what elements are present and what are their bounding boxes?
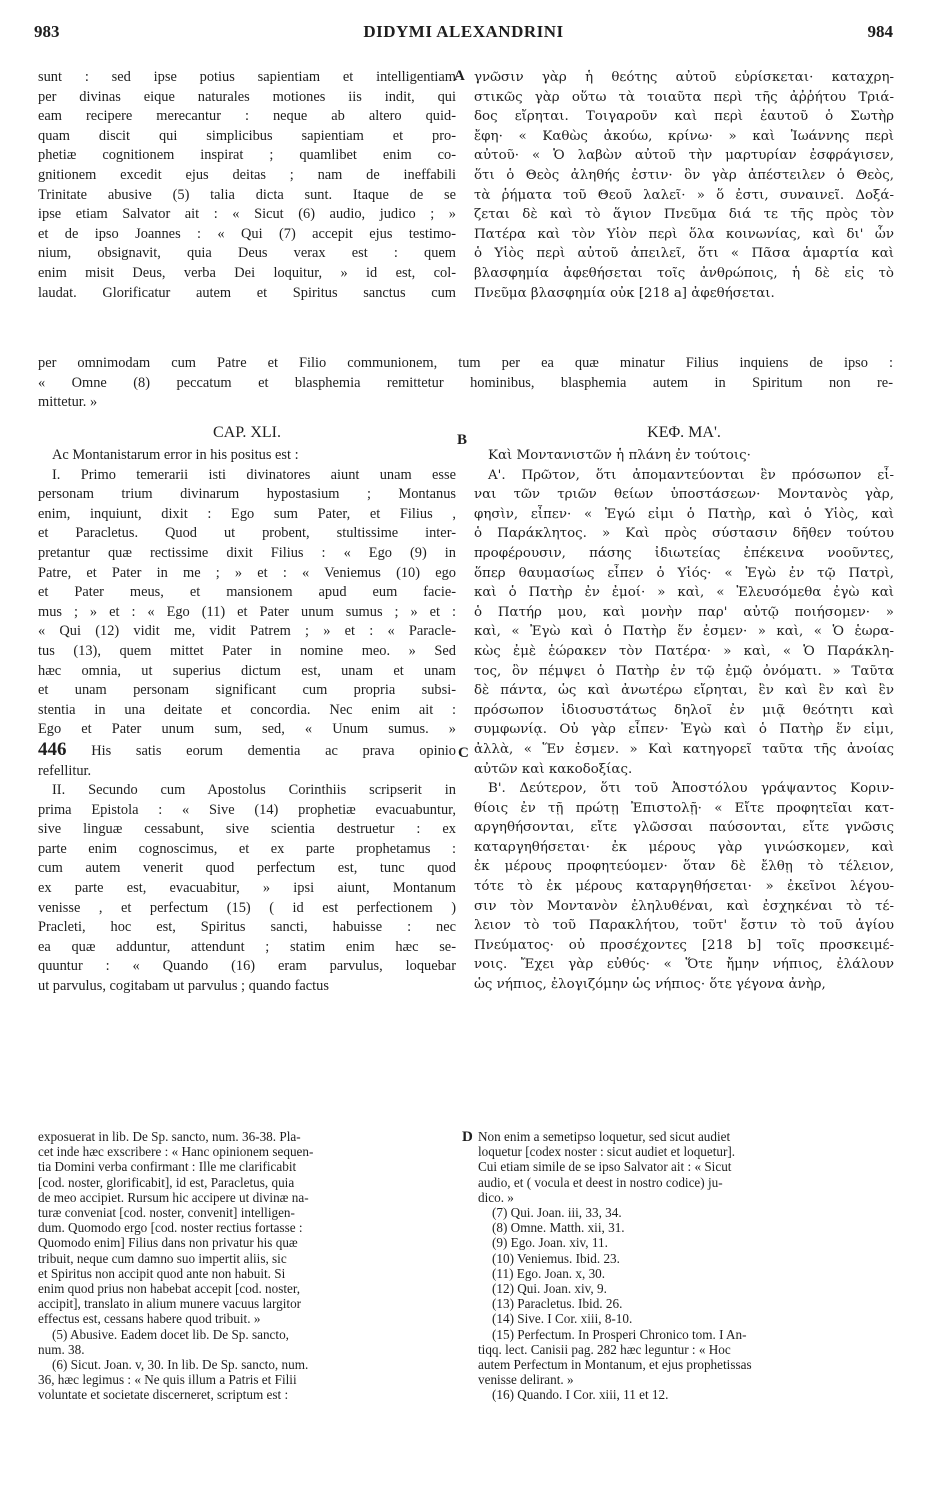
footnotes-right [478,1129,894,1403]
mid-greek-line: κὼς ἐμὲ ἑώρακεν τὸν Πατέρα· » καὶ, « Ὁ Παράκλη- [474,643,894,659]
mid-latin-line: stentia in una deitate et concordia. Nec enim ait : [38,701,456,718]
mid-greek-line: ἀλλὰ, « Ἕν ἐσμεν. » Καὶ κατηγορεῖ ταῦτα τῆς ἀνοίας [474,741,894,757]
notes-right-line: venisse delirant. » [478,1372,574,1388]
mid-latin-line: Ac Montanistarum error in his positus est : [52,447,299,463]
top-latin-line: et de ipso Joannes : « Qui (7) accepit ejus testimo- [38,225,456,242]
notes-left-line: (5) Abusive. Eadem docet lib. De Sp. sancto, [52,1326,289,1342]
mid-greek-line: σιν τὸν Μοντανὸν ἐληλυθέναι, καὶ ἐσχηκέναι τὸ τέ- [474,898,894,914]
top-greek-line: δος εἴρηται. Τοιγαροῦν καὶ περὶ ἑαυτοῦ ὁ Σωτὴρ [474,109,894,125]
notes-right-line: Cui etiam simile de se ipso Salvator ait : « Sicut [478,1159,732,1175]
notes-right-line: dico. » [478,1189,514,1205]
notes-left-line: exposuerat in lib. De Sp. sancto, num. 36-38. Pla- [38,1129,301,1144]
notes-left-line: accipit], translato in alium munere vacuus largitor [38,1296,302,1312]
mid-latin-line: ea quæ adduntur, attendunt ; statim enim hæc se- [38,938,456,955]
mid-greek-line: νοις. Ἔχει γὰρ εὐθύς· « Ὅτε ἤμην νήπιος, ἐλάλουν [474,957,894,973]
chapter-heading-latin: CAP. XLI. [212,424,281,441]
greek-column-top [474,68,894,303]
top-greek-line: γνῶσιν γὰρ ἡ θεότης αὐτοῦ εὑρίσκεται· καταχρη- [474,70,894,85]
mid-latin-line: et unam personam significant cum propria subsi- [38,682,456,699]
mid-latin-line: Patre, et Pater in me ; » et : « Veniemus (10) ego [38,564,456,581]
mid-latin-line: et Paracletus. Quod ut probent, stultissime inter- [38,525,456,542]
notes-right-line: (12) Qui. Joan. xiv, 9. [492,1281,607,1297]
mid-latin-line: prima Epistola : « Sive (14) prophetiæ evacuabuntur, [38,801,456,818]
top-latin-line: laudat. Glorificatur autem et Spiritus sanctus cum [38,284,456,301]
notes-right-line: (8) Omne. Matth. xii, 31. [492,1220,625,1236]
mid-greek-line: τος, ὃν πέμψει ὁ Πατὴρ ἐν τῷ ἐμῷ ὀνόματι. » Ταῦτα [474,663,894,679]
mid-greek-line: δὲ πάντα, ὡς καὶ ἀνωτέρω εἴρηται, ἓν καὶ ἓν καὶ ἓν [474,683,894,699]
mid-latin-line-text: His satis eorum dementia ac prava opinio [66,742,456,759]
mid-greek-line: Β'. Δεύτερον, ὅτι τοῦ Ἀποστόλου γράψαντος Κοριν- [488,781,894,797]
latin-column-top [38,68,456,303]
mid-latin-line: ut parvulus, cogitabam ut parvulus ; quando factus [38,978,329,995]
top-greek-line: στικῶς γὰρ οὕτω τὰ τοιαῦτα περὶ τῆς ἀῤῥήτου Τριά- [474,89,894,105]
top-greek-line: βλασφημία ἀφεθήσεται τοῖς ἀνθρώποις, ἡ δὲ εἰς τὸ [474,265,894,281]
mid-latin-line: cum autem venerit quod perfectum est, tunc quod [38,860,456,877]
full-width-line: mittetur. » [38,394,98,411]
mid-latin-line: I. Primo temerarii isti divinatores aiunt unam esse [52,466,456,483]
section-marker-d: D [462,1129,473,1145]
mid-greek-line: Πνεύματος· οὐ προσέχοντες [218 b] τοῖς προσκειμέ- [474,937,894,953]
notes-left-line: 36, hæc legimus : « Ne quis illum a Patris et Filii [38,1372,297,1388]
top-greek-line: ἔφη· « Καθὼς ἀκούω, κρίνω· » καὶ Ἰωάννης περὶ [474,128,894,144]
full-width-line: « Omne (8) peccatum et blasphemia remittetur hominibus, blasphemia autem in Spiritum non re- [38,374,893,391]
mid-latin-line: sive linguæ cessabunt, sive scientia destruetur : ex [38,821,456,838]
mid-latin-line: ex parte est, evacuabitur, » ipsi aiunt, Montanum [38,880,456,897]
mid-greek-line: καὶ, « Ἐγὼ καὶ ὁ Πατὴρ ἕν ἐσμεν· » καὶ, « Ὁ ἑωρα- [474,624,894,640]
mid-greek-line: ὁ Παράκλητος. » Καὶ πρὸς σύστασιν δῆθεν τούτου [474,526,894,542]
top-latin-line: phetiæ cognitionem inspirat ; quamlibet enim co- [38,147,456,164]
notes-right-line: autem Perfectum in Montanum, et ejus prophetissas [478,1357,752,1373]
notes-right-line: (7) Qui. Joan. iii, 33, 34. [492,1205,622,1221]
mid-latin-line: et Pater meus, et mansionem apud eum facie- [38,584,456,601]
mid-latin-line: parte enim cognoscimus, et ex parte prophetamus : [38,840,456,857]
mid-latin-line: Pracleti, hoc est, Spiritus sancti, habuisse : nec [38,919,456,936]
top-greek-line: ὅτι ὁ Θεὸς ἀληθής ἐστιν· ὃν γὰρ ἀπέστειλεν ὁ Θεὸς, [474,167,894,183]
notes-right-line: tiqq. lect. Canisii pag. 282 hæc leguntur : « Hoc [478,1341,731,1357]
mid-latin-line: hæc omnia, ut superius dictum est, unam et unam [38,662,456,679]
notes-left-line: [cod. noster, glorificabit], id est, Paracletus, quia [38,1174,295,1190]
mid-greek-line: καὶ ὁ Πατὴρ ἐν ἐμοί· » καὶ, « Ἐλευσόμεθα ἐγὼ καὶ [474,585,894,601]
notes-right-line: (14) Sive. I Cor. xiii, 8-10. [492,1311,633,1327]
mid-greek-line: προφέρουσιν, πάσης ἰδιωτείας ἐπέκεινα νοοῦντες, [474,545,894,561]
mid-greek-line: πρόσωπον ἰδιοσυστάτως δηλοῖ ἐν μιᾷ θεότητι καὶ [474,702,894,718]
top-latin-line: ipse etiam Salvator ait : « Sicut (6) audio, judico ; » [38,206,456,223]
latin-column-main [38,446,456,997]
notes-left-line: Quomodo enim] Filius dans non privatur his quæ [38,1235,298,1251]
mid-greek-line: καταργηθήσεται· ἐκ μέρους γὰρ γινώσκομεν, καὶ [474,839,894,855]
notes-right-line: Non enim a semetipso loquetur, sed sicut audiet [478,1129,731,1144]
top-latin-line: Trinitate abusive (5) talia dicta sunt. Itaque de se [38,186,456,203]
notes-right-line: audio, et ( vocula et deest in nostro codice) ju- [478,1174,723,1190]
chapter-heading-greek: ΚΕΦ. ΜΑ'. [647,424,721,441]
mid-greek-line: συμφωνίᾳ. Οὐ γὰρ εἶπεν· Ἐγὼ καὶ ὁ Πατὴρ ἕν εἰμι, [474,722,894,738]
notes-right-line: (11) Ego. Joan. x, 30. [492,1265,606,1281]
mid-greek-line: φησὶν, εἶπεν· « Ἐγώ εἰμι ὁ Πατὴρ, καὶ ὁ Υἱὸς, καὶ [474,506,894,522]
top-latin-line: gnitionem excedit ejus deitas ; nam de ineffabili [38,166,456,183]
mid-latin-line: quuntur : « Quando (16) eram parvulus, loquebar [38,958,456,975]
notes-left-line: (6) Sicut. Joan. v, 30. In lib. De Sp. sancto, num. [52,1357,309,1373]
notes-left-line: turæ conveniat [cod. noster, convenit] intelligen- [38,1205,295,1221]
notes-left-line: de meo accipiet. Rursum hic accipere ut divinæ na- [38,1189,309,1205]
mid-latin-line: personam trium divinarum hypostasium ; Montanus [38,486,456,503]
mid-greek-line: θίοις ἐν τῇ πρώτῃ Ἐπιστολῇ· « Εἴτε προφητεῖαι κατ- [474,800,894,816]
mid-latin-line: « Qui (12) vidit me, vidit Patrem ; » et : « Paracle- [38,623,456,640]
section-marker-b: B [457,432,468,448]
top-greek-line: αὐτοῦ· « Ὁ λαβὼν αὐτοῦ τὴν μαρτυρίαν ἐσφράγισεν, [474,148,894,164]
running-title: DIDYMI ALEXANDRINI [363,22,564,41]
notes-left-line: num. 38. [38,1341,85,1357]
mid-latin-line [38,740,456,762]
notes-right-line: (10) Veniemus. Ibid. 23. [492,1250,620,1266]
top-greek-line: τὰ ῥήματα τοῦ Θεοῦ λαλεῖ· » ὅ ἐστι, συναινεῖ. Δοξά- [474,187,894,203]
mid-latin-line: Ego et Pater unum sum, sed, « Unum sumus. » [38,721,456,738]
full-width-line: per omnimodam cum Patre et Filio communionem, tum per ea quæ minatur Filius inquiens de ipso : [38,355,893,371]
mid-latin-line: mus ; » et : « Ego (11) et Pater unum sumus ; » et : [38,603,456,620]
mid-latin-line: pretantur quæ rectissime dixit Filius : « Ego (9) in [38,544,456,561]
mid-greek-line: ναι τῶν τριῶν θείων ὑποστάσεων· Μοντανὸς γὰρ, [474,487,894,503]
notes-left-line: voluntate et societate discerneret, scriptum est : [38,1387,289,1403]
page-header [34,22,893,44]
top-greek-line: Πατέρα καὶ τὸν Υἱὸν περὶ ὅλα κοινωνίας, καὶ δι' ὧν [474,226,894,242]
mid-latin-line: tus (13), quem mittet Pater in nomine meo. » Sed [38,642,456,659]
greek-column-main [474,446,894,995]
top-latin-line: eam recipere merecantur : neque ab altero quid- [38,108,456,125]
notes-left-line: dum. Quomodo ergo [cod. noster rectius fortasse : [38,1220,303,1236]
notes-right-line: (16) Quando. I Cor. xiii, 11 et 12. [492,1387,669,1403]
notes-left-line: et Spiritus non accipit quod ante non habuit. Si [38,1265,286,1281]
mid-greek-line: αὐτῶν καὶ κακοδοξίας. [474,761,633,777]
footnotes-left [38,1129,458,1403]
notes-left-line: tribuit, neque cum damno suo impertit aliis, sic [38,1250,287,1266]
full-width-paragraph [38,354,893,413]
top-latin-line: sunt : sed ipse potius sapientiam et intelligentiam [38,69,456,85]
notes-right-line: (15) Perfectum. In Prosperi Chronico tom. I An- [492,1326,747,1342]
top-latin-line: per divinas eique naturales motiones iis indit, qui [38,88,456,105]
mid-greek-line: Α'. Πρῶτον, ὅτι ἀπομαντεύονται ἓν πρόσωπον εἶ- [488,467,894,483]
mid-greek-line: τότε τὸ ἐκ μέρους καταργηθήσεται· » ἐκεῖνοι λέγου- [474,879,894,895]
mid-greek-line: ὡς νήπιος, ἐλογιζόμην ὡς νήπιος· ὅτε γέγονα ἀνὴρ, [474,977,826,993]
top-latin-line: enim misit Deus, verba Dei loquitur, » id est, col- [38,264,456,281]
notes-right-line: (13) Paracletus. Ibid. 26. [492,1296,623,1312]
section-marker-c: C [458,745,469,761]
mid-greek-line: ὁ Πατήρ μου, καὶ μονὴν παρ' αὐτῷ ποιήσομεν· » [474,604,894,620]
page-number-right: 984 [867,22,893,41]
mid-latin-line: venisse , et perfectum (15) ( id est perfectionem ) [38,899,456,916]
mid-greek-line: λειον τὸ τοῦ Παρακλήτου, τοῦτ' ἔστιν τὸ τοῦ ἁγίου [474,918,894,934]
mid-latin-line: II. Secundo cum Apostolus Corinthiis scripserit in [52,782,456,799]
notes-left-line: cet inde hæc exscribere : « Hanc opinionem sequen- [38,1144,314,1160]
mid-greek-line: ἐκ μέρους προφητεύομεν· ὅταν δὲ ἔλθῃ τὸ τέλειον, [474,859,894,875]
notes-left-line: enim quod prius non habebat accepit [cod. noster, [38,1281,301,1297]
notes-left-line: effectus est, cessans habere quod tribuit. » [38,1311,261,1327]
top-latin-line: quam discit qui simplicibus sapientiam et pro- [38,127,456,144]
notes-right-line: loquetur [codex noster : sicut audiet et loquetur]. [478,1144,736,1160]
top-latin-line: nium, obsignavit, quia Deus verax est : quem [38,245,456,262]
mid-greek-line: Καὶ Μοντανιστῶν ἡ πλάνη ἐν τούτοις· [488,448,751,463]
top-greek-line: ὁ Υἱὸς περὶ αὐτοῦ ἀπειλεῖ, ὅτι « Πᾶσα ἁμαρτία καὶ [474,246,894,262]
section-marker-a: A [454,68,465,84]
mid-latin-line: refellitur. [38,762,92,779]
mid-greek-line: ὅπερ θαυμασίως εἶπεν ὁ Υἱός· « Ἐγὼ ἐν τῷ Πατρὶ, [474,565,894,581]
notes-right-line: (9) Ego. Joan. xiv, 11. [492,1235,608,1251]
top-greek-line: Πνεῦμα βλασφημία οὐκ [218 a] ἀφεθήσεται. [474,285,775,301]
column-number-446: 446 [38,739,67,760]
mid-latin-line: enim, inquiunt, dixit : Ego sum Pater, et Filius , [38,505,456,522]
page-number-left: 983 [34,22,60,41]
mid-greek-line: αργηθήσονται, εἴτε γλῶσσαι παύσονται, εἴτε γνῶσις [474,820,894,836]
top-greek-line: ζεται δὲ καὶ τὸ ἅγιον Πνεῦμα διά τε τῆς πρὸς τὸν [474,207,894,223]
notes-left-line: tia Domini verba confirmant : Ille me clarificabit [38,1159,297,1175]
